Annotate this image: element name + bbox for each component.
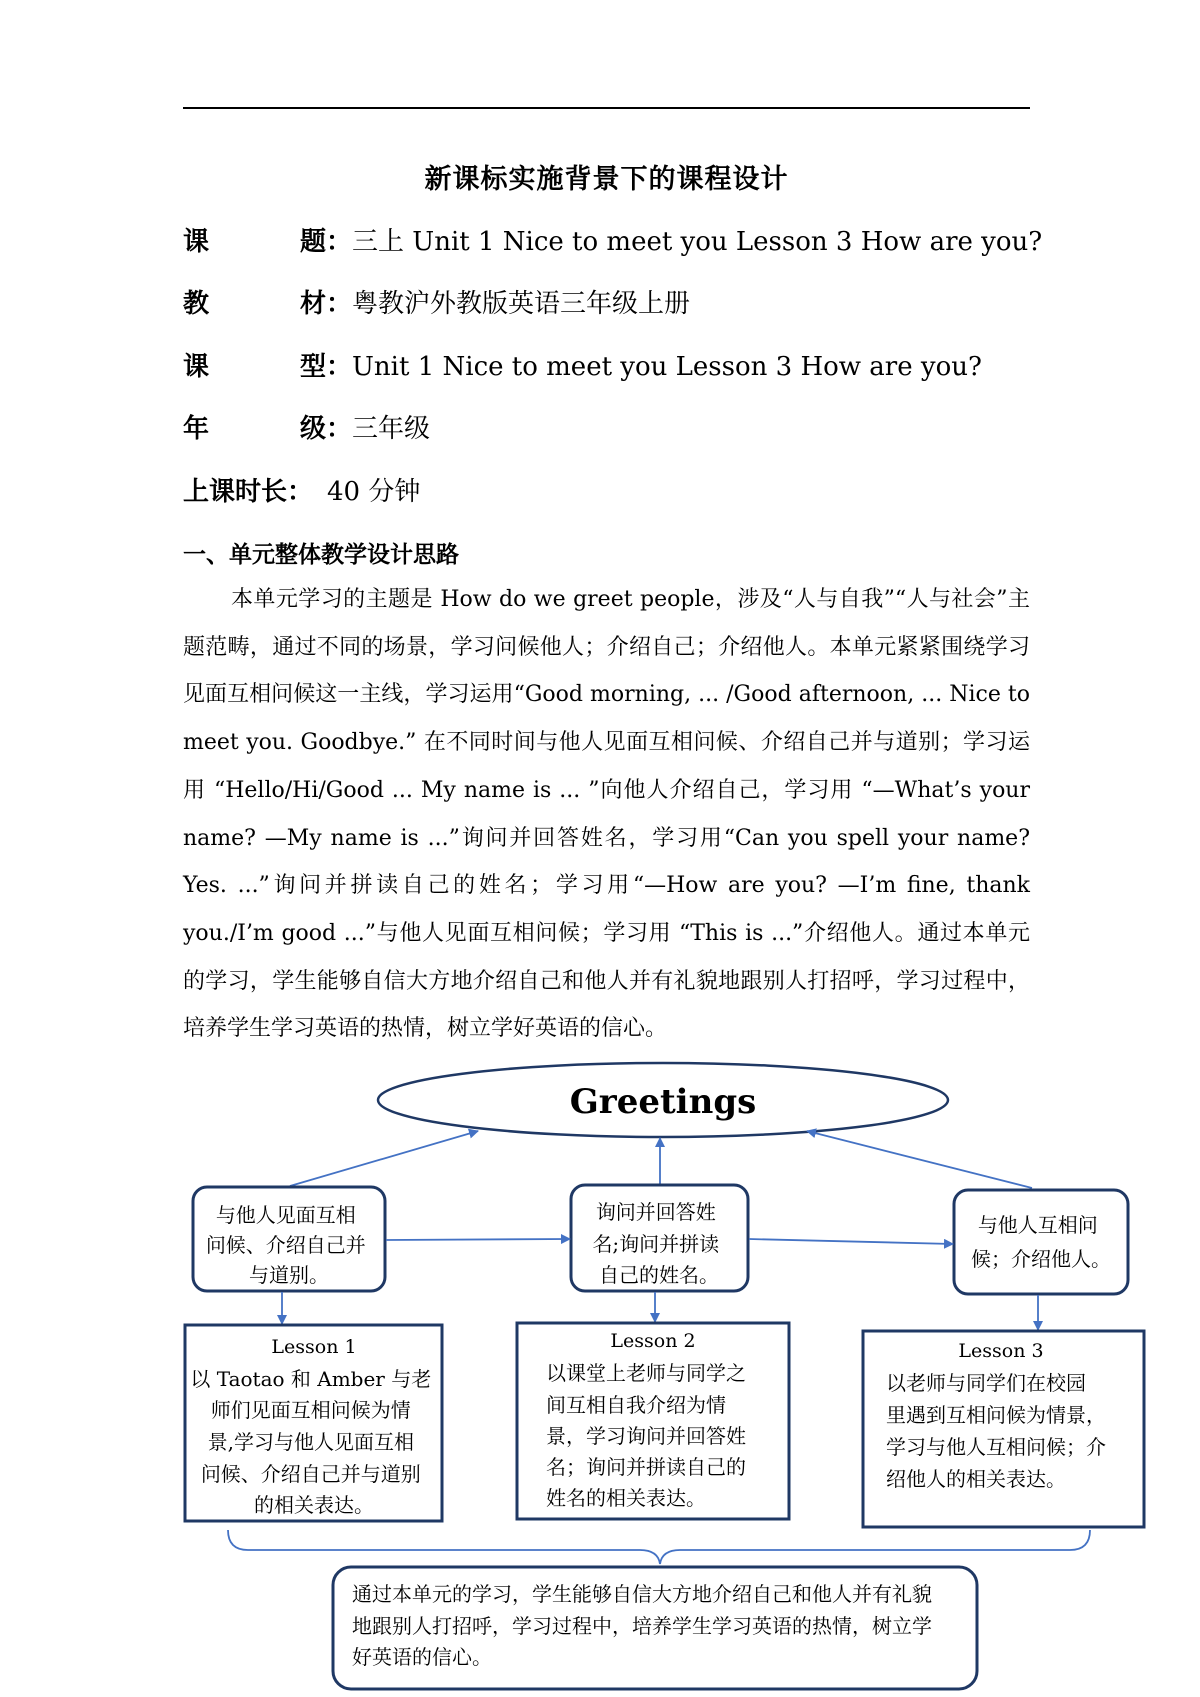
lesson-line: 以老师与同学们在校园 [886, 1371, 1086, 1395]
body-paragraph: 本单元学习的主题是 How do we greet people，涉及“人与自我”“人与社会”主题范畴，通过不同的场景，学习问候他人；介绍自己；介绍他人。本单元紧紧围绕学习见面互相问候这一主线，学习运用“Good morning, ... /Good afternoon, ... Nice to meet you. Goodbye.” 在不同时间与他人见面互相问候、介绍自己并与道别；学习运用 “Hello/Hi/Good ... My name is ... ”向他人介绍自己，学习用 “—What’s your name? —My name is ...”询问并回答姓名，学习用“Can you spell your name? Yes. ...”询问并拼读自己的姓名；学习用“—How are you? —I’m fine, thank you./I’m good ...”与他人见面互相问候；学习用 “This is ...”介绍他人。通过本单元的学习，学生能够自信大方地介绍自己和他人并有礼貌地跟别人打招呼，学习过程中，培养学生学习英语的热情，树立学好英语的信心。 [183, 587, 1030, 1042]
meta-label-char: 级 [299, 414, 326, 444]
goal-line: 与他人见面互相 [215, 1203, 356, 1227]
lesson-title: Lesson 2 [610, 1330, 696, 1352]
lesson-line: 以 Taotao 和 Amber 与老 [190, 1367, 432, 1391]
lesson-line: 师们见面互相问候为情 [210, 1398, 411, 1422]
summary-text [352, 1582, 938, 1669]
goal-line: 名;询问并拼读 [592, 1232, 720, 1256]
meta-label-char: 型 [299, 352, 326, 382]
meta-value: 40 分钟 [327, 477, 421, 507]
lesson-text [546, 1361, 752, 1510]
curly-brace [228, 1530, 1090, 1564]
arrow-goal1-to-goal2 [386, 1239, 570, 1240]
goal-text [592, 1200, 725, 1287]
goal-line: 与道别。 [249, 1263, 329, 1287]
meta-value: Unit 1 Nice to meet you Lesson 3 How are you? [352, 352, 982, 382]
summary-line: 通过本单元的学习，学生能够自信大方地介绍自己和他人并有礼貌 [352, 1582, 932, 1606]
lesson-line: 姓名的相关表达。 [546, 1486, 706, 1510]
lesson-line: 绍他人的相关表达。 [886, 1467, 1066, 1491]
section-heading: 一、单元整体教学设计思路 [183, 541, 459, 568]
meta-label: 上课时长： [183, 477, 314, 507]
lesson-line: 学习与他人互相问候；介 [886, 1435, 1106, 1459]
meta-value: 粤教沪外教版英语三年级上册 [352, 289, 691, 319]
lesson-line: 景,学习与他人见面互相 [207, 1430, 414, 1454]
meta-colon: ： [326, 289, 353, 319]
arrow-goal2-to-goal3 [749, 1239, 953, 1244]
arrow-goal3-to-center [807, 1131, 1032, 1188]
lesson-text [190, 1367, 437, 1517]
lesson-line: 问候、介绍自己并与道别 [200, 1462, 421, 1486]
meta-colon: ： [326, 352, 353, 382]
document-title: 新课标实施背景下的课程设计 [424, 164, 789, 195]
meta-colon: ： [326, 414, 353, 444]
meta-label-char: 教 [183, 289, 210, 319]
goal-line: 询问并回答姓 [595, 1200, 716, 1224]
summary-line: 地跟别人打招呼，学习过程中，培养学生学习英语的热情，树立学 [352, 1614, 932, 1638]
goal-box-3 [954, 1190, 1128, 1294]
goal-line: 候；介绍他人。 [971, 1247, 1111, 1271]
center-label: Greetings [569, 1082, 757, 1122]
lesson-line: 名；询问并拼读自己的 [546, 1455, 746, 1479]
lesson-title: Lesson 1 [271, 1336, 357, 1358]
meta-colon: ： [326, 227, 353, 257]
summary-line: 好英语的信心。 [352, 1645, 492, 1669]
meta-label-char: 题 [299, 227, 326, 257]
lesson-line: 里遇到互相问候为情景， [886, 1403, 1106, 1427]
arrow-goal1-to-center [290, 1131, 478, 1186]
goal-text [971, 1213, 1111, 1271]
meta-label-char: 年 [183, 414, 210, 444]
goal-line: 问候、介绍自己并 [205, 1233, 366, 1257]
lesson-text [886, 1371, 1112, 1491]
goal-line: 自己的姓名。 [599, 1263, 719, 1287]
goal-line: 与他人互相问 [977, 1213, 1098, 1237]
meta-label-char: 课 [183, 352, 210, 382]
meta-label-char: 课 [183, 227, 210, 257]
lesson-line: 间互相自我介绍为情 [546, 1393, 726, 1417]
lesson-line: 的相关表达。 [254, 1493, 374, 1517]
meta-value: 三上 Unit 1 Nice to meet you Lesson 3 How are you? [352, 227, 1043, 257]
lesson-line: 以课堂上老师与同学之 [546, 1361, 746, 1385]
meta-label-char: 材 [299, 289, 326, 319]
lesson-line: 景，学习询问并回答姓 [546, 1424, 746, 1448]
meta-value: 三年级 [352, 414, 431, 444]
lesson-title: Lesson 3 [958, 1340, 1044, 1362]
goal-text [206, 1203, 372, 1287]
